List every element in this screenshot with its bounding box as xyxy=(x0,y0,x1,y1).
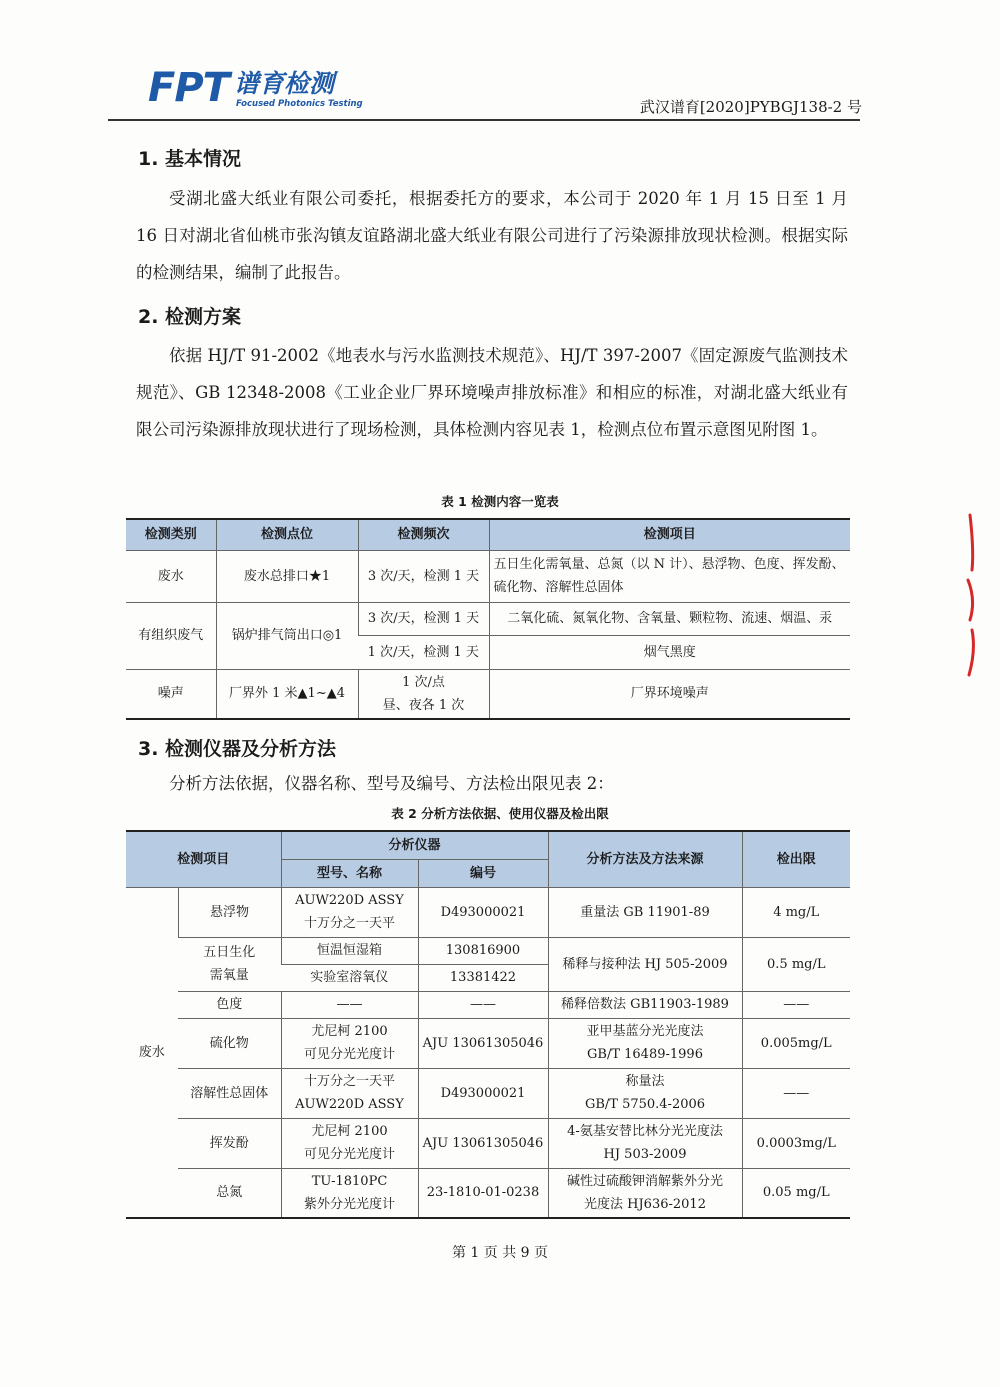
table-cell: —— xyxy=(742,991,850,1018)
table-cell: 4 mg/L xyxy=(742,887,850,937)
table-cell xyxy=(281,1018,418,1068)
table-cell: 溶解性总固体 xyxy=(178,1068,281,1118)
table-cell: 废水总排口★1 xyxy=(216,550,358,602)
table-cell: 0.005mg/L xyxy=(742,1018,850,1068)
column-header: 编号 xyxy=(418,859,548,887)
column-header: 检出限 xyxy=(742,831,850,887)
table-cell xyxy=(548,1068,742,1118)
column-header: 分析仪器 xyxy=(281,831,548,859)
cell-line: 1 次/点 xyxy=(402,674,445,690)
table-cell: D493000021 xyxy=(418,1068,548,1118)
cell-line: AUW220D ASSY xyxy=(295,1097,404,1112)
cell-line: GB/T 5750.4-2006 xyxy=(584,1097,706,1112)
table-cell xyxy=(358,669,489,719)
cell-line: AUW220D ASSY xyxy=(295,893,404,908)
table-row xyxy=(126,1118,850,1168)
report-number: 武汉谱育[2020]PYBGJ138-2 号 xyxy=(639,98,862,116)
section-1-paragraph: 受湖北盛大纸业有限公司委托，根据委托方的要求，本公司于 2020 年 1 月 15 日至 1 月 16 日对湖北省仙桃市张沟镇友谊路湖北盛大纸业有限公司进行了污染源排放现状检测。根据实际的检测结果，编制了此报告。 xyxy=(136,189,848,282)
table-cell: 重量法 GB 11901-89 xyxy=(548,887,742,937)
table-cell: 悬浮物 xyxy=(178,887,281,937)
table-cell: 1 次/天，检测 1 天 xyxy=(358,635,489,669)
table-cell: 23-1810-01-0238 xyxy=(418,1168,548,1218)
table-cell: 厂界外 1 米▲1~▲4 xyxy=(216,669,358,719)
column-header: 检测项目 xyxy=(489,519,850,550)
cell-line: 光度法 HJ636-2012 xyxy=(584,1196,706,1212)
cell-line: 尤尼柯 2100 xyxy=(311,1124,388,1139)
company-logo xyxy=(148,65,363,116)
table-row xyxy=(126,669,850,719)
table-row xyxy=(126,1068,850,1118)
column-header: 检测点位 xyxy=(216,519,358,550)
table-cell: 稀释倍数法 GB11903-1989 xyxy=(548,991,742,1018)
table-cell xyxy=(281,1118,418,1168)
table-row xyxy=(126,1018,850,1068)
cell-line: 可见分光光度计 xyxy=(303,1047,395,1062)
table-2 xyxy=(126,830,850,1219)
table-cell: 硫化物 xyxy=(178,1018,281,1068)
table-1 xyxy=(126,518,850,720)
table-cell: 稀释与接种法 HJ 505-2009 xyxy=(548,937,742,991)
table-row xyxy=(126,550,850,602)
table-header-row xyxy=(126,519,850,550)
cell-line: 4-氨基安替比林分光光度法 xyxy=(567,1124,723,1139)
table-cell: —— xyxy=(418,991,548,1018)
table-cell: 噪声 xyxy=(126,669,216,719)
cell-line: GB/T 16489-1996 xyxy=(587,1047,703,1062)
table-cell: 13381422 xyxy=(418,964,548,991)
table-row xyxy=(126,1168,850,1218)
table-cell: D493000021 xyxy=(418,887,548,937)
seal-stamp-fragment xyxy=(960,510,988,680)
cell-line: 十万分之一天平 xyxy=(303,916,395,931)
cell-line: 尤尼柯 2100 xyxy=(311,1024,388,1039)
table-cell: 锅炉排气筒出口◎1 xyxy=(216,602,358,669)
table-cell xyxy=(178,937,281,991)
cell-line: HJ 503-2009 xyxy=(603,1147,687,1162)
table-cell: AJU 13061305046 xyxy=(418,1118,548,1168)
cell-line: 紫外分光光度计 xyxy=(303,1196,395,1212)
table-cell: 0.0003mg/L xyxy=(742,1118,850,1168)
table-row xyxy=(126,887,850,937)
table-row xyxy=(126,991,850,1018)
cell-line: 亚甲基蓝分光光度法 xyxy=(586,1024,704,1039)
header-divider xyxy=(108,119,860,121)
table-cell: 3 次/天，检测 1 天 xyxy=(358,550,489,602)
table-cell: AJU 13061305046 xyxy=(418,1018,548,1068)
table-cell xyxy=(548,1118,742,1168)
table-header-row xyxy=(126,831,850,859)
cell-line: 昼、夜各 1 次 xyxy=(382,697,465,713)
table-cell: —— xyxy=(281,991,418,1018)
table-cell: 0.05 mg/L xyxy=(742,1168,850,1218)
cell-line: 五日生化 xyxy=(203,945,256,960)
table-cell: 有组织废气 xyxy=(126,602,216,669)
column-header: 检测频次 xyxy=(358,519,489,550)
column-header: 检测项目 xyxy=(126,831,281,887)
cell-line: 可见分光光度计 xyxy=(303,1147,395,1162)
table-cell xyxy=(281,1168,418,1218)
table-cell xyxy=(548,1168,742,1218)
column-header: 分析方法及方法来源 xyxy=(548,831,742,887)
cell-line: 碱性过硫酸钾消解紫外分光 xyxy=(566,1173,723,1189)
cell-line: TU-1810PC xyxy=(311,1173,388,1189)
section-3-title: 3. 检测仪器及分析方法 xyxy=(138,738,337,760)
logo-chinese-name: 谱育检测 xyxy=(234,69,335,98)
cell-line: 需氧量 xyxy=(209,968,249,983)
table-cell: 烟气黑度 xyxy=(489,635,850,669)
cell-line: 十万分之一天平 xyxy=(303,1074,395,1089)
logo-mark: FPT xyxy=(148,65,229,111)
table-cell: 废水 xyxy=(126,550,216,602)
table-cell xyxy=(548,1018,742,1068)
table-cell: 废水 xyxy=(126,887,178,1218)
table-cell: 实验室溶氧仪 xyxy=(281,964,418,991)
table-row xyxy=(126,937,850,964)
column-header: 检测类别 xyxy=(126,519,216,550)
section-3-paragraph: 分析方法依据，仪器名称、型号及编号、方法检出限见表 2： xyxy=(169,774,614,793)
table-cell: 厂界环境噪声 xyxy=(489,669,850,719)
table-cell xyxy=(281,887,418,937)
table-cell xyxy=(281,1068,418,1118)
table-cell: 3 次/天，检测 1 天 xyxy=(358,602,489,635)
section-2-paragraph: 依据 HJ/T 91-2002《地表水与污水监测技术规范》、HJ/T 397-2007《固定源废气监测技术规范》、GB 12348-2008《工业企业厂界环境噪声排放标准》和相应的标准，对湖北盛大纸业有限公司污染源排放现状进行了现场检测，具体检测内容见表 1，检测点位布置示意图见附图 1。 xyxy=(136,346,848,439)
logo-english-name: Focused Photonics Testing xyxy=(236,99,363,109)
page-number: 第 1 页 共 9 页 xyxy=(451,1245,549,1261)
table-cell: 二氧化硫、氮氧化物、含氧量、颗粒物、流速、烟温、汞 xyxy=(489,602,850,635)
column-header: 型号、名称 xyxy=(281,859,418,887)
section-1-title: 1. 基本情况 xyxy=(138,148,242,170)
cell-line: 称量法 xyxy=(625,1074,665,1089)
table-cell: 五日生化需氧量、总氮（以 N 计）、悬浮物、色度、挥发酚、硫化物、溶解性总固体 xyxy=(489,550,850,602)
table-cell: 总氮 xyxy=(178,1168,281,1218)
table-cell: 挥发酚 xyxy=(178,1118,281,1168)
table-cell: 色度 xyxy=(178,991,281,1018)
section-2-title: 2. 检测方案 xyxy=(138,306,242,328)
table-1-caption: 表 1 检测内容一览表 xyxy=(441,494,559,509)
table-cell: —— xyxy=(742,1068,850,1118)
table-2-caption: 表 2 分析方法依据、使用仪器及检出限 xyxy=(391,806,609,821)
table-cell: 0.5 mg/L xyxy=(742,937,850,991)
table-cell: 恒温恒湿箱 xyxy=(281,937,418,964)
table-row xyxy=(126,602,850,635)
table-cell: 130816900 xyxy=(418,937,548,964)
